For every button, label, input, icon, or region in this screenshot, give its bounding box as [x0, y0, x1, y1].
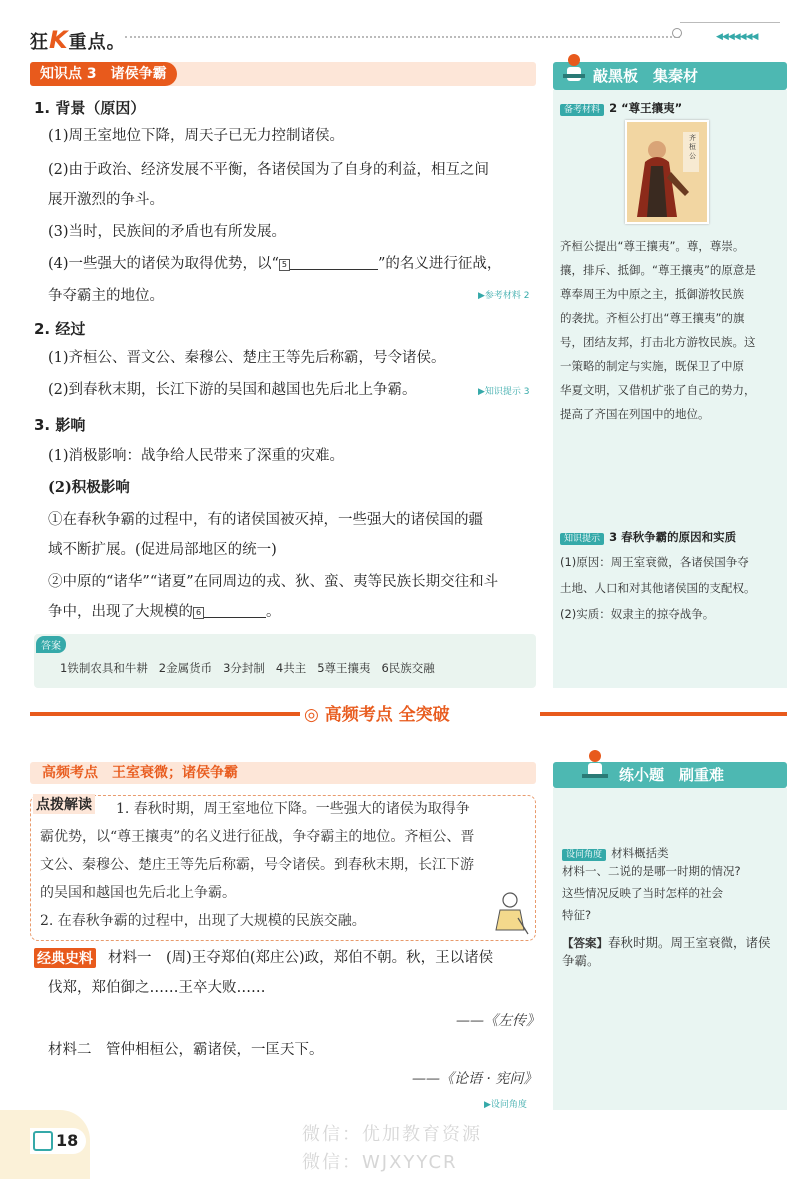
text-line: (3)当时，民族间的矛盾也有所发展。 [48, 224, 287, 240]
answer-item: 1铁制农具和牛耕 [60, 661, 148, 675]
text-line: 域不断扩展。(促进局部地区的统一) [48, 542, 277, 558]
text-line: 争夺霸主的地位。 [48, 288, 164, 304]
header-dotted-line [125, 36, 680, 38]
answer-item: 2金属货币 [158, 661, 213, 675]
watermark: 微信：优加教育资源 [302, 1124, 482, 1145]
text-line: (1)周王室地位下降，周天子已无力控制诸侯。 [48, 128, 345, 144]
section-title: 高频考点 王室衰微；诸侯争霸 [42, 765, 238, 781]
side-text: 号，团结友邦，打击北方游牧民族。这 [560, 335, 756, 349]
side-heading: 备考材料 2 “尊王攘夷” [560, 97, 682, 116]
heading-background: 1. 背景（原因） [34, 99, 146, 117]
side-text: (1)原因：周王室衰微，各诸侯国争夺 [560, 555, 749, 569]
side-text: 尊奉周王为中原之主，抵御游牧民族 [560, 287, 744, 301]
question-text: 这些情况反映了当时怎样的社会 [562, 886, 723, 900]
text-line: (1)齐桓公、晋文公、秦穆公、楚庄王等先后称霸，号令诸侯。 [48, 350, 446, 366]
analysis-text: 文公、秦穆公、楚庄王等先后称霸，号令诸侯。到春秋末期，长江下游 [40, 857, 474, 873]
header-ring-icon [672, 28, 682, 38]
analysis-tag: 点拨解读 [33, 794, 95, 814]
heading-impact: 3. 影响 [34, 416, 86, 434]
tip-tag: 知识提示 [560, 533, 604, 545]
analysis-text: 霸优势，以“尊王攘夷”的名义进行征战，争夺霸主的地位。齐桓公、晋 [40, 829, 475, 845]
blank-number: 5 [279, 259, 290, 271]
side-text: 齐桓公提出“尊王攘夷”。尊，尊崇。 [560, 239, 745, 253]
portrait-image [625, 120, 709, 224]
teacher-icon [560, 52, 588, 88]
classic-material-tag: 经典史料 [34, 948, 96, 968]
side-heading: 知识提示 3 春秋争霸的原因和实质 [560, 526, 736, 545]
fill-blank[interactable] [290, 256, 378, 270]
text-line: ①在春秋争霸的过程中，有的诸侯国被灭掉，一些强大的诸侯国的疆 [48, 512, 483, 528]
analysis-text: 的吴国和越国也先后北上争霸。 [40, 885, 236, 901]
side-text: 土地、人口和对其他诸侯国的支配权。 [560, 581, 756, 595]
answer-text: 【答案】春秋时期。周王室衰微，诸侯 [562, 935, 771, 950]
tip-note[interactable]: ▶知识提示 3 [478, 387, 530, 397]
side-text: 华夏文明，又借机扩张了自己的势力， [560, 383, 756, 397]
answer-item: 6民族交融 [381, 661, 435, 675]
answer-text: 争霸。 [562, 953, 600, 968]
text-line: 展开激烈的争斗。 [48, 192, 164, 208]
side-text: 提高了齐国在列国中的地位。 [560, 407, 710, 421]
fill-blank[interactable] [204, 604, 266, 618]
answer-item: 4共主 [275, 661, 307, 675]
text-line: (1)消极影响：战争给人民带来了深重的灾难。 [48, 448, 345, 464]
portrait-label: 齐桓公 [689, 134, 696, 160]
material-text: 材料二 管仲相桓公，霸诸侯，一匡天下。 [48, 1042, 324, 1058]
answer-item: 5尊王攘夷 [317, 661, 371, 675]
side-panel-title: 敲黑板 集秦材 [553, 62, 787, 90]
page-icon [33, 1131, 53, 1151]
analysis-text: 2. 在春秋争霸的过程中，出现了大规模的民族交融。 [40, 913, 366, 929]
student-icon [580, 748, 610, 786]
brand-logo: 狂K重点。 [30, 26, 126, 54]
material-tag: 备考材料 [560, 104, 604, 116]
watermark: 微信：WJXYYCR [302, 1152, 458, 1173]
answer-item: 3分封制 [223, 661, 265, 675]
text-line: ②中原的“诸华”“诸夏”在同周边的戎、狄、蛮、夷等民族长期交往和斗 [48, 574, 499, 590]
page-number: 18 [30, 1128, 86, 1154]
heading-process: 2. 经过 [34, 320, 86, 338]
text-line-blank: 争中，出现了大规模的 6 。 [48, 604, 281, 620]
material-source: ——《左传》 [456, 1013, 540, 1029]
answer-list [60, 660, 435, 676]
side-text: 的袭扰。齐桓公打出“尊王攘夷”的旗 [560, 311, 745, 325]
material-text: 伐郑，郑伯御之……王卒大败…… [48, 980, 266, 996]
analysis-text: 1. 春秋时期，周王室地位下降。一些强大的诸侯为取得争 [116, 801, 470, 817]
ref-note[interactable]: ▶参考材料 2 [478, 291, 530, 301]
text-line: (2)到春秋末期，长江下游的吴国和越国也先后北上争霸。 [48, 382, 417, 398]
text-line: (2)积极影响 [48, 479, 130, 496]
side-text: 一策略的制定与实施，既保卫了中原 [560, 359, 744, 373]
question-angle-note[interactable]: ▶设问角度 [484, 1100, 527, 1110]
blank-number: 6 [193, 607, 204, 619]
question-text: 特征? [562, 908, 592, 922]
text-line-blank: (4)一些强大的诸侯为取得优势，以“ 5 ”的名义进行征战， [48, 256, 502, 272]
question-tag: 设问角度 [562, 849, 606, 861]
target-icon: ◎ [304, 705, 319, 725]
material-text: 材料一 (周)王夺郑伯(郑庄公)政，郑伯不朝。秋，王以诸侯 [108, 950, 494, 966]
banner-title: ◎ 高频考点 全突破 [304, 705, 450, 725]
text-line: (2)由于政治、经济发展不平衡，各诸侯国为了自身的利益，相互之间 [48, 162, 490, 178]
header-arrows-icon: ◀◀◀◀◀◀◀ [716, 32, 758, 42]
header-line [680, 22, 780, 23]
material-source: ——《论语 · 宪问》 [412, 1071, 538, 1087]
banner-line-left [30, 712, 300, 716]
cartoon-figure-icon [488, 888, 530, 938]
side-text: 攘，排斥、抵御。“尊王攘夷”的原意是 [560, 263, 756, 277]
banner-line-right [540, 712, 787, 716]
question-text: 材料一、二说的是哪一时期的情况? [562, 864, 741, 878]
section-title: 知识点 3 诸侯争霸 [30, 62, 177, 86]
side-heading: 设问角度 材料概括类 [562, 842, 669, 861]
side-text: (2)实质：奴隶主的掠夺战争。 [560, 607, 715, 621]
answer-label: 答案 [36, 636, 66, 653]
side-panel-title: 练小题 刷重难 [553, 762, 787, 788]
